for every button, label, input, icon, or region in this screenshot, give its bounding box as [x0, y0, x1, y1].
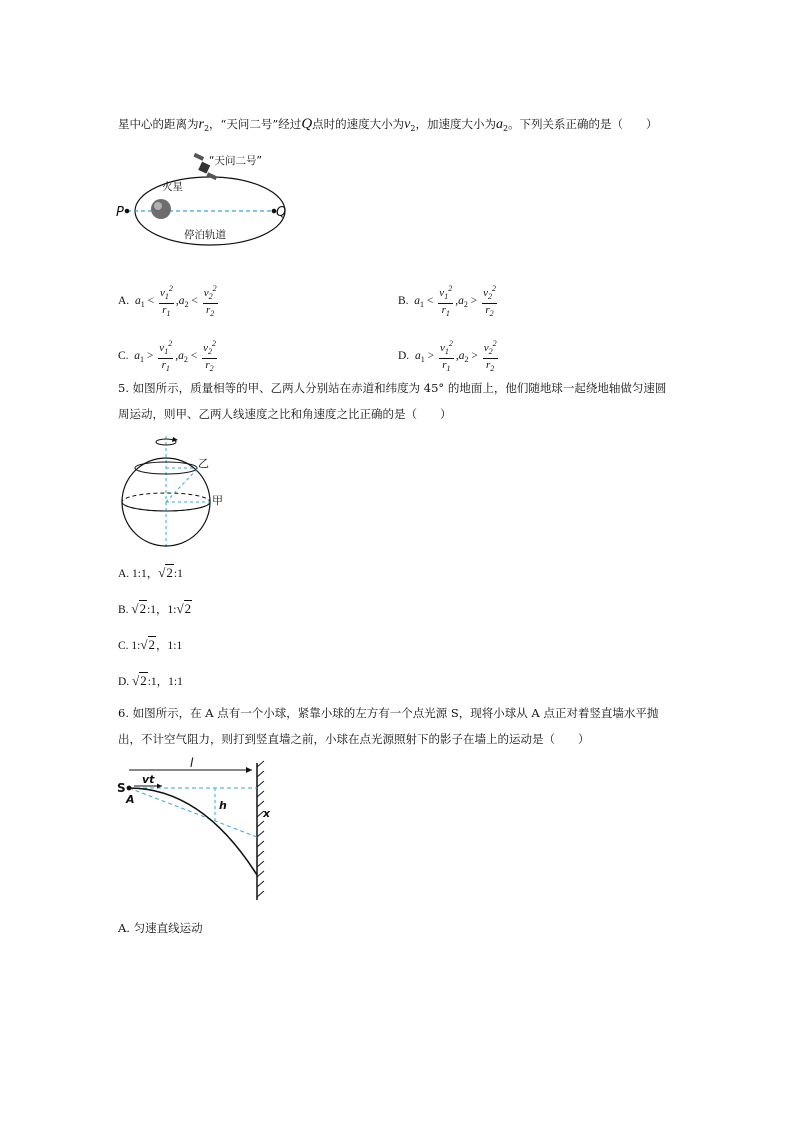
- sqrt-radicand: 2: [140, 673, 147, 688]
- relation-2: <: [191, 295, 198, 308]
- label-p: P: [116, 205, 124, 220]
- q5-option-a: A. 1:1，√2:1: [118, 565, 183, 580]
- relation-1: <: [147, 295, 155, 308]
- q5-option-d: D. √2:1，1:1: [118, 673, 183, 688]
- option-a-tail: :1: [173, 568, 183, 580]
- q5-line-1: 5. 如图所示，质量相等的甲、乙两人分别站在赤道和纬度为 45° 的地面上，他们随地球一起绕地轴做匀速圆: [118, 381, 667, 395]
- q4-intro-text-e: 。下列关系正确的是（ ）: [508, 117, 658, 131]
- option-d-letter: D.: [118, 676, 130, 688]
- option-letter: D.: [398, 350, 410, 363]
- option-c-letter: C.: [118, 640, 129, 652]
- label-jia: 甲: [212, 494, 223, 507]
- q4-r2: r: [198, 117, 204, 132]
- q4-a2: a: [495, 117, 503, 132]
- planet-label: 火星: [162, 181, 183, 193]
- q5-earth-figure: [112, 432, 232, 552]
- q4-intro-text-a: 星中心的距离为: [118, 117, 199, 131]
- sqrt-radicand: 2: [166, 565, 173, 580]
- q4-intro-text-d: ，加速度大小为: [415, 117, 496, 131]
- point-a-dot: [127, 786, 132, 791]
- option-d-tail: :1，1:1: [147, 676, 183, 688]
- label-x: x: [263, 807, 271, 820]
- label-s: S: [117, 781, 126, 795]
- q6-option-a: A. 匀速直线运动: [118, 921, 203, 935]
- q4-option-c: C. $a_1$ > $\frac{v_1^2}{r_1}$ $,a_2$ < $\frac{v_2^2}{r_2}$: [118, 339, 216, 373]
- label-q: Q: [276, 205, 287, 220]
- option-letter: B.: [398, 295, 409, 308]
- relation-1: >: [427, 350, 435, 363]
- option-c-head: 1:: [131, 640, 141, 652]
- q4-option-b: B. $a_1$ < $\frac{v_1^2}{r_1}$ $,a_2$ > $\frac{v_2^2}{r_2}$: [398, 284, 496, 318]
- option-letter: A.: [118, 295, 130, 308]
- relation-2: >: [470, 295, 478, 308]
- q4-v2: v: [404, 117, 411, 132]
- q6-line-1: 6. 如图所示，在 A 点有一个小球，紧靠小球的左方有一个点光源 S，现将小球从 A 点正对着竖直墙水平抛: [118, 706, 659, 720]
- wall-hatching: [257, 761, 264, 897]
- trajectory-curve: [129, 788, 257, 875]
- q5-option-b: B. √2:1，1:√2: [118, 601, 192, 616]
- relation-2: <: [190, 350, 198, 363]
- option-a-text: A. 1:1，: [118, 568, 159, 580]
- q4-option-d: D. $a_1$ > $\frac{v_1^2}{r_1}$ $,a_2$ > $\frac{v_2^2}{r_2}$: [398, 339, 497, 373]
- q4-intro-text-b: ，“天问二号”经过: [209, 117, 302, 131]
- label-h: h: [219, 799, 227, 812]
- q5-option-c: C. 1:√2，1:1: [118, 637, 183, 652]
- relation-1: >: [146, 350, 154, 363]
- option-b-mid: :1，1:: [147, 604, 177, 616]
- sqrt-radicand: 2: [184, 601, 192, 616]
- q6-projectile-figure: [112, 755, 282, 905]
- label-vt: vt: [142, 773, 155, 786]
- light-ray-line: [129, 788, 257, 837]
- q4-intro-line: 星中心的距离为$r_2$，“天问二号”经过Q点时的速度大小为$v_2$，加速度大小为$a_2$。下列关系正确的是（ ）: [118, 116, 658, 133]
- q6-line-2: 出，不计空气阻力，则打到竖直墙之前，小球在点光源照射下的影子在墙上的运动是（ ）: [118, 732, 590, 746]
- orbit-label: 停泊轨道: [184, 229, 226, 241]
- relation-1: <: [426, 295, 434, 308]
- sqrt-radicand: 2: [148, 637, 156, 652]
- mars-planet: [151, 199, 171, 219]
- option-c-tail: ，1:1: [156, 640, 183, 652]
- point-p-dot: [125, 209, 130, 214]
- label-l: l: [190, 756, 194, 770]
- relation-2: >: [471, 350, 478, 363]
- q4-intro-text-c: 点时的速度大小为: [312, 117, 405, 131]
- option-b-letter: B.: [118, 604, 129, 616]
- option-letter: C.: [118, 350, 129, 363]
- q4-orbit-figure: [112, 150, 292, 250]
- label-yi: 乙: [198, 457, 209, 470]
- q4-option-a: A. $a_1$ < $\frac{v_1^2}{r_1}$ $,a_2$ < $\frac{v_2^2}{r_2}$: [118, 284, 217, 318]
- label-a: A: [126, 793, 135, 806]
- q4-point-q: Q: [301, 116, 313, 132]
- probe-label: “天问二号”: [209, 155, 262, 167]
- q5-line-2: 周运动，则甲、乙两人线速度之比和角速度之比正确的是（ ）: [118, 407, 452, 421]
- sqrt-radicand: 2: [139, 601, 147, 616]
